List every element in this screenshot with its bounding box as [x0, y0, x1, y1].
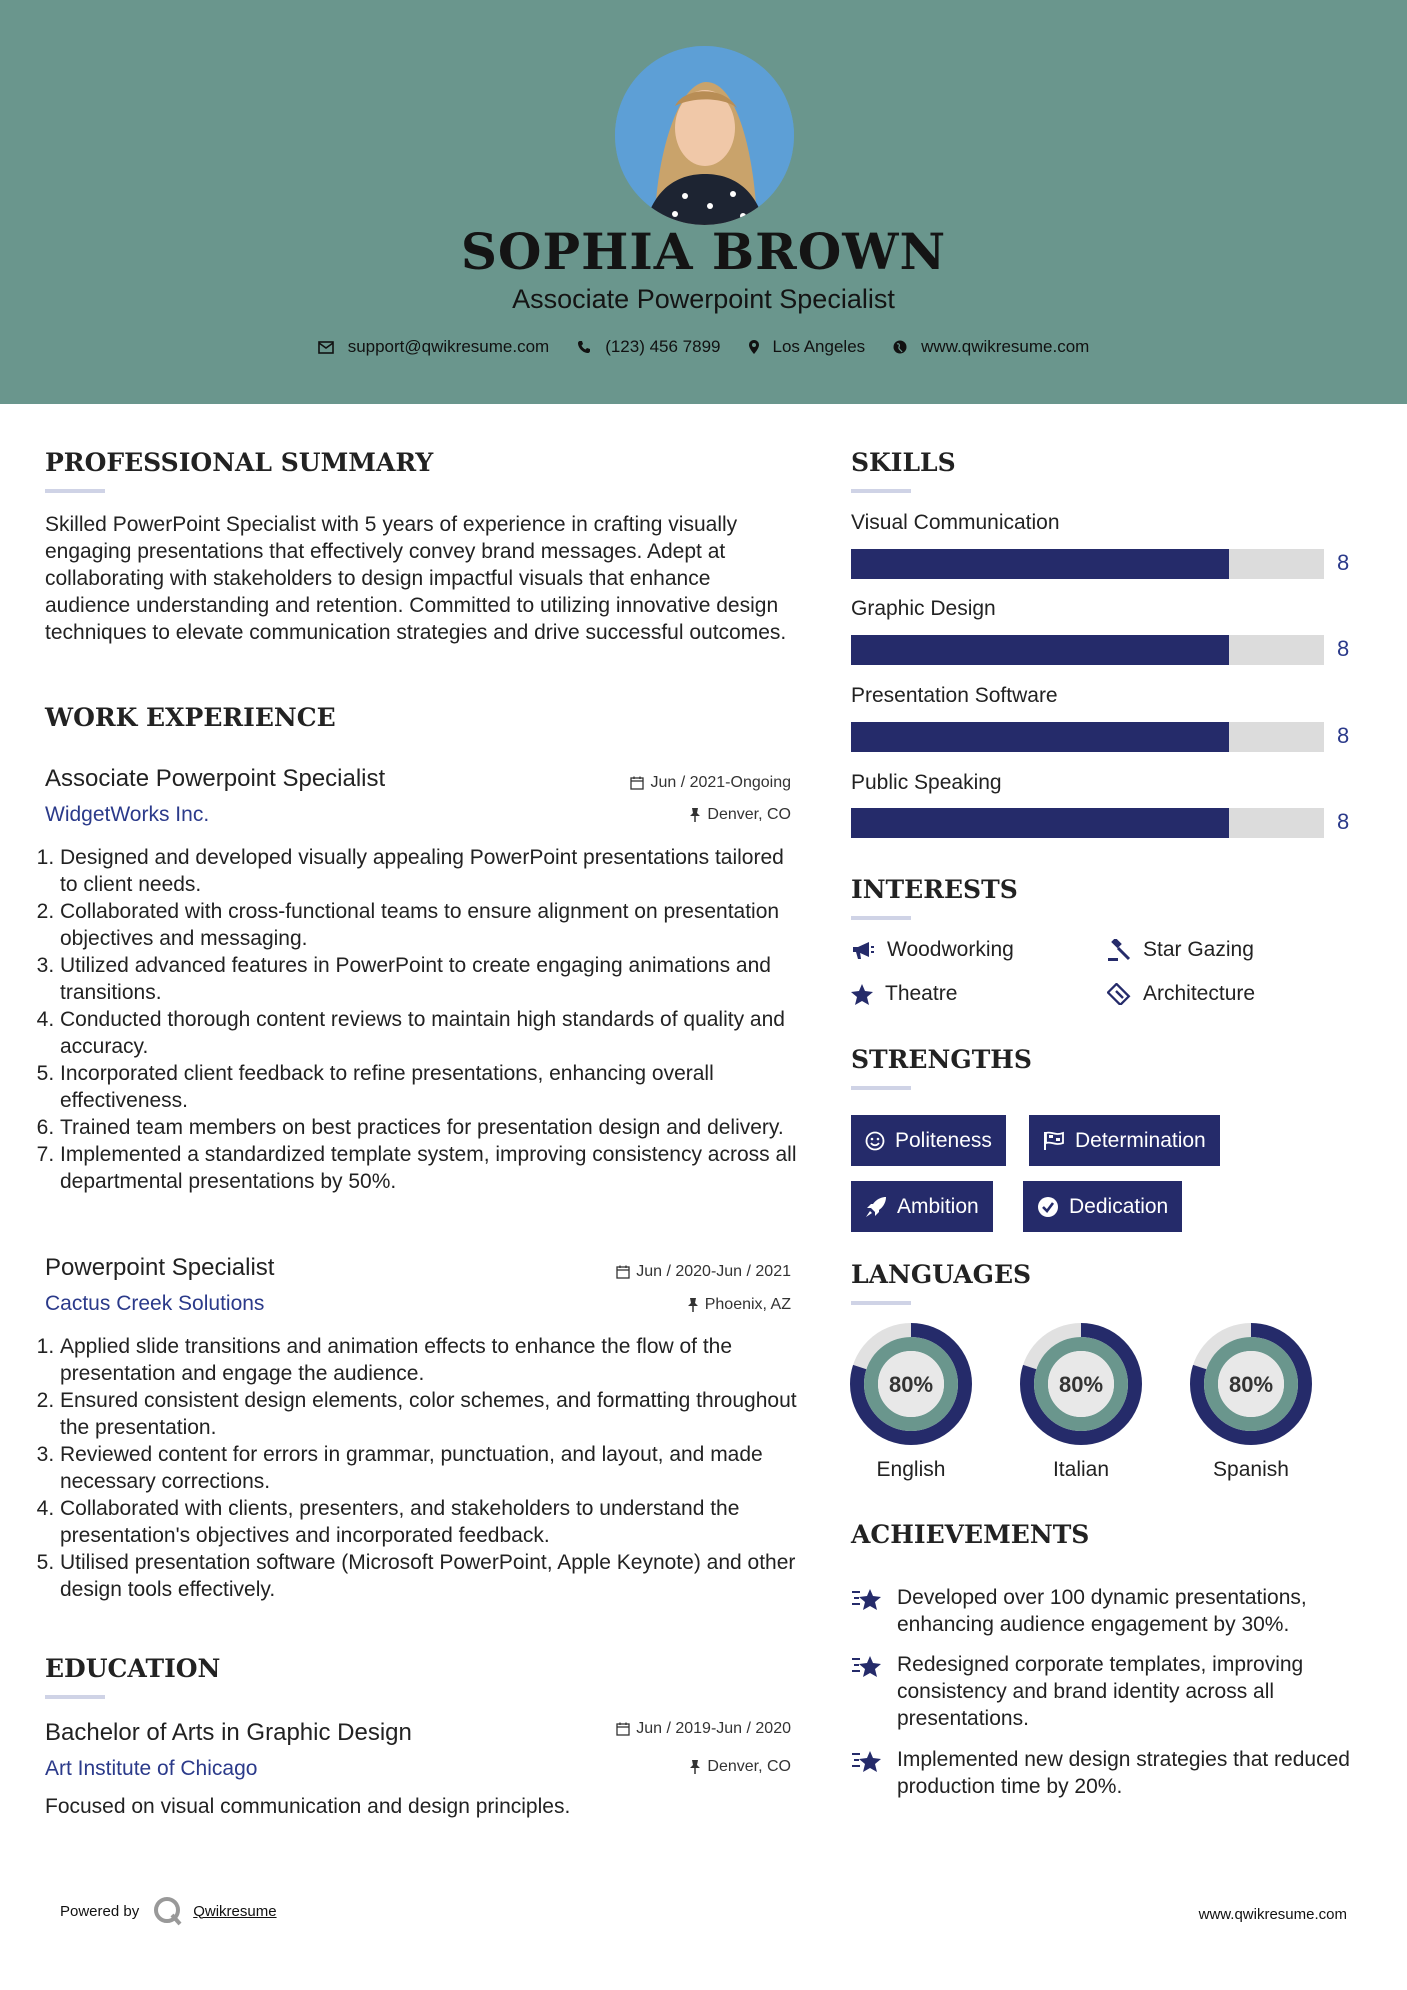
education-description: Focused on visual communication and design principles. [45, 1795, 571, 1818]
summary-text: Skilled PowerPoint Specialist with 5 years of experience in crafting visually engaging presentations that effectively convey brand messages. Adept at collaborating with stakeholders to design impactful visuals that enhance audience understanding and retention. Committed to utilizing innovative design techniques to elevate communication strategies and drive successful outcomes. [45, 513, 787, 644]
skill-bar [851, 808, 1324, 838]
education-location-text: Denver, CO [707, 1758, 791, 1775]
skill-label: Presentation Software [851, 684, 1058, 707]
job-dates-text: Jun / 2020-Jun / 2021 [636, 1263, 791, 1280]
calendar-icon [616, 1265, 630, 1279]
interest-label: Woodworking [887, 938, 1014, 961]
degree-title: Bachelor of Arts in Graphic Design [45, 1719, 412, 1746]
school-name: Art Institute of Chicago [45, 1757, 258, 1780]
job-duties [42, 844, 800, 1195]
qwikresume-link[interactable]: Qwikresume [193, 1902, 277, 1920]
interest-label: Architecture [1143, 982, 1256, 1005]
job-dates [616, 1263, 791, 1281]
job-duties [42, 1333, 800, 1603]
skill-value: 8 [1337, 809, 1350, 834]
skill-label: Visual Communication [851, 511, 1060, 534]
star-icon [851, 984, 873, 1005]
duty-item: 3. Utilized advanced features in PowerPoint to create engaging animations and transitions. [60, 952, 800, 1006]
contact-email[interactable] [318, 337, 550, 357]
calendar-icon [616, 1722, 630, 1736]
language-label: English [876, 1458, 946, 1481]
resume-header [0, 0, 1407, 404]
job-location-text: Denver, CO [707, 806, 791, 823]
profile-photo [615, 46, 794, 225]
strength-badge [1029, 1115, 1220, 1166]
language-percent: 80% [1058, 1372, 1104, 1397]
education-rule [45, 1695, 105, 1699]
achievement-item [851, 1651, 1371, 1732]
language-percent: 80% [1228, 1372, 1274, 1397]
shooting-star-icon [851, 1653, 883, 1679]
strengths-rule [851, 1086, 911, 1090]
interest-item [851, 982, 957, 1006]
interest-item [851, 938, 1014, 962]
phone-text: (123) 456 7899 [605, 337, 721, 356]
powered-by-label: Powered by [60, 1902, 140, 1920]
skill-bar-fill [851, 635, 1229, 665]
skills-rule [851, 489, 911, 493]
flag-icon [1043, 1131, 1065, 1151]
duty-item: 3. Reviewed content for errors in grammar, punctuation, and layout, and made necessary corrections. [60, 1441, 800, 1495]
summary-rule [45, 489, 105, 493]
strength-label: Determination [1075, 1128, 1206, 1152]
candidate-title: Associate Powerpoint Specialist [512, 284, 895, 314]
language-gauge [1189, 1322, 1313, 1451]
duty-item: 4. Conducted thorough content reviews to maintain high standards of quality and accuracy. [60, 1006, 800, 1060]
envelope-icon [318, 341, 334, 354]
skill-bar [851, 722, 1324, 752]
globe-icon [893, 340, 907, 354]
language-label: Italian [1052, 1458, 1110, 1481]
job-location [689, 806, 791, 824]
candidate-name: SOPHIA BROWN [460, 222, 947, 281]
language-label: Spanish [1213, 1458, 1289, 1481]
duty-item: 2. Ensured consistent design elements, color schemes, and formatting throughout the presentation. [60, 1387, 800, 1441]
skill-bar-fill [851, 549, 1229, 579]
duty-item: 6. Trained team members on best practices for presentation design and delivery. [60, 1114, 800, 1141]
ticket-icon [1107, 983, 1131, 1005]
company-name: WidgetWorks Inc. [45, 803, 210, 826]
duty-item: 1. Applied slide transitions and animation effects to enhance the flow of the presentation and engage the audience. [60, 1333, 800, 1387]
education-dates [616, 1720, 791, 1738]
map-marker-icon [749, 340, 759, 354]
interest-label: Star Gazing [1143, 938, 1254, 961]
qwikresume-logo-icon [153, 1896, 183, 1926]
skill-value: 8 [1337, 636, 1350, 661]
calendar-icon [630, 776, 644, 790]
achievement-text: Implemented new design strategies that reduced production time by 20%. [897, 1748, 1350, 1798]
duty-item: 4. Collaborated with clients, presenters, and stakeholders to understand the presentation's objectives and incorporated feedback. [60, 1495, 800, 1549]
bullhorn-icon [851, 940, 875, 960]
pushpin-icon [689, 808, 701, 822]
shooting-star-icon [851, 1586, 883, 1612]
interests-heading: INTERESTS [851, 875, 1018, 904]
language-gauge [1019, 1322, 1143, 1451]
duty-item: 2. Collaborated with cross-functional teams to ensure alignment on presentation objectives and messaging. [60, 898, 800, 952]
strength-badge [1023, 1181, 1182, 1232]
strength-label: Ambition [897, 1194, 979, 1218]
strengths-heading: STRENGTHS [851, 1045, 1032, 1074]
languages-rule [851, 1301, 911, 1305]
phone-icon [577, 340, 591, 354]
interests-rule [851, 916, 911, 920]
pushpin-icon [687, 1298, 699, 1312]
experience-heading: WORK EXPERIENCE [45, 703, 336, 732]
job-title: Associate Powerpoint Specialist [45, 765, 386, 792]
strength-label: Politeness [895, 1128, 992, 1152]
skill-label: Graphic Design [851, 597, 996, 620]
job-location [687, 1296, 791, 1314]
languages-heading: LANGUAGES [851, 1260, 1032, 1289]
interest-label: Theatre [885, 982, 958, 1005]
smile-icon [865, 1131, 885, 1151]
achievement-text: Developed over 100 dynamic presentations, enhancing audience engagement by 30%. [897, 1586, 1307, 1636]
strength-label: Dedication [1069, 1194, 1169, 1218]
achievement-item [851, 1584, 1371, 1638]
rocket-icon [865, 1196, 887, 1218]
job-title: Powerpoint Specialist [45, 1254, 275, 1281]
skill-value: 8 [1337, 723, 1350, 748]
language-gauge [849, 1322, 973, 1451]
gavel-icon [1107, 939, 1131, 961]
education-location [689, 1758, 791, 1776]
skill-bar-fill [851, 808, 1229, 838]
job-dates-text: Jun / 2021-Ongoing [650, 774, 791, 791]
duty-item: 1. Designed and developed visually appealing PowerPoint presentations tailored to client needs. [60, 844, 800, 898]
footer-website[interactable]: www.qwikresume.com [1198, 1906, 1347, 1923]
skill-value: 8 [1337, 550, 1350, 575]
contact-phone[interactable] [577, 337, 720, 357]
skills-heading: SKILLS [851, 448, 956, 477]
pushpin-icon [689, 1760, 701, 1774]
duty-item: 5. Utilised presentation software (Microsoft PowerPoint, Apple Keynote) and other design tools effectively. [60, 1549, 800, 1603]
achievement-item [851, 1746, 1371, 1800]
education-dates-text: Jun / 2019-Jun / 2020 [636, 1720, 791, 1737]
job-location-text: Phoenix, AZ [704, 1296, 791, 1313]
location-text: Los Angeles [772, 337, 866, 356]
job-dates [630, 774, 791, 792]
contact-bar [0, 337, 1407, 357]
duty-item: 7. Implemented a standardized template system, improving consistency across all departmental presentations by 50%. [60, 1141, 800, 1195]
summary-heading: PROFESSIONAL SUMMARY [45, 448, 434, 477]
check-circle-icon [1037, 1196, 1059, 1218]
email-text: support@qwikresume.com [347, 337, 550, 356]
interest-item [1107, 982, 1255, 1006]
contact-location [749, 337, 866, 357]
achievements-heading: ACHIEVEMENTS [851, 1520, 1090, 1549]
website-text: www.qwikresume.com [921, 337, 1090, 356]
contact-website[interactable] [893, 337, 1089, 357]
duty-item: 5. Incorporated client feedback to refine presentations, enhancing overall effectiveness. [60, 1060, 800, 1114]
strength-badge [851, 1181, 993, 1232]
education-heading: EDUCATION [45, 1654, 221, 1683]
interest-item [1107, 938, 1254, 962]
skill-label: Public Speaking [851, 771, 1002, 794]
achievement-text: Redesigned corporate templates, improving consistency and brand identity across all presentations. [897, 1653, 1304, 1730]
company-name: Cactus Creek Solutions [45, 1292, 265, 1315]
strength-badge [851, 1115, 1006, 1166]
skill-bar [851, 549, 1324, 579]
footer-powered-by [60, 1896, 277, 1926]
shooting-star-icon [851, 1748, 883, 1774]
skill-bar-fill [851, 722, 1229, 752]
skill-bar [851, 635, 1324, 665]
language-percent: 80% [888, 1372, 934, 1397]
